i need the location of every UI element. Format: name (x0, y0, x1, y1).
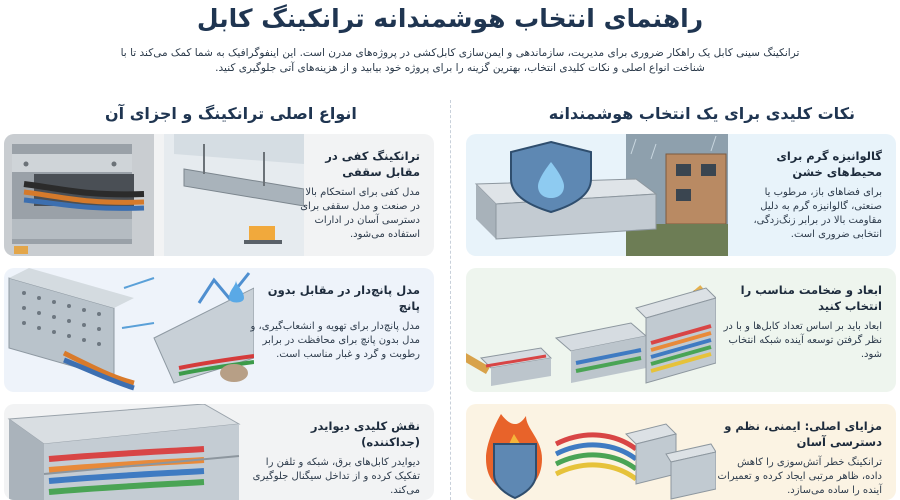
perforated-vs-solid-trunking-illustration (4, 268, 254, 392)
card-title: مزایای اصلی: ایمنی، نظم و دسترسی آسان (724, 419, 882, 449)
card-description: دیوایدر کابل‌های برق، شبکه و تلفن را تفکیک کرده و از تداخل سیگنال جلوگیری می‌کند. (252, 457, 420, 496)
column-divider (450, 100, 451, 500)
divider-trunking-illustration (4, 404, 244, 500)
card-divider (4, 404, 434, 500)
card-description: مدل کفی برای استحکام بالا در صنعت و مدل سقفی برای دسترسی آسان در ادارات استفاده می‌شود. (300, 187, 420, 240)
card-description: برای فضاهای باز، مرطوب یا صنعتی، گالوانیزه گرم به دلیل مقاومت بالا در برابر زنگ‌زدگی، انتخابی ضروری است. (753, 187, 882, 240)
card-description: ترانکینگ خطر آتش‌سوزی را کاهش داده، ظاهر مرتبی ایجاد کرده و تعمیرات آینده را ساده می‌سازد. (717, 457, 882, 496)
safety-order-access-illustration (466, 404, 716, 500)
floor-vs-ceiling-trunking-illustration (4, 134, 304, 256)
section-heading-types: انواع اصلی ترانکینگ و اجزای آن (105, 104, 357, 123)
card-title: نقش کلیدی دیوایدر (جداکننده) (310, 419, 420, 449)
section-heading-key-tips: نکات کلیدی برای یک انتخاب هوشمندانه (548, 104, 855, 123)
size-selection-illustration (466, 268, 716, 392)
card-hot-galvanized (466, 134, 896, 256)
galvanized-shield-illustration (466, 134, 728, 256)
card-description: مدل پانچ‌دار برای تهویه و انشعاب‌گیری، و مدل بدون پانچ برای محافظت در برابر رطوبت و گرد و غبار مناسب است. (250, 321, 420, 360)
intro-text: ترانکینگ سینی کابل یک راهکار ضروری برای مدیریت، سازماندهی و ایمن‌سازی کابل‌کشی در پروژه‌های مدرن است. این اینفوگرافیک به شما کمک می‌کند تا با شناخت انواع اصلی و نکات کلیدی انتخاب، بهترین گزینه را برای پروژه خود بیابید و از هزینه‌های آتی جلوگیری کنید. (120, 47, 800, 74)
card-floor-vs-ceiling (4, 134, 434, 256)
card-description: ابعاد باید بر اساس تعداد کابل‌ها و با در نظر گرفتن توسعه آینده شبکه انتخاب شود. (723, 321, 882, 360)
card-title: ترانکینگ کفی در مقابل سقفی (325, 149, 420, 179)
card-perforated-vs-solid (4, 268, 434, 392)
card-title: ابعاد و ضخامت مناسب را انتخاب کنید (740, 283, 882, 313)
page-title: راهنمای انتخاب هوشمندانه ترانکینگ کابل (196, 4, 704, 33)
card-title: مدل پانچ‌دار در مقابل بدون پانچ (267, 283, 420, 313)
card-size-thickness (466, 268, 896, 392)
card-benefits (466, 404, 896, 500)
card-title: گالوانیزه گرم برای محیط‌های خشن (776, 149, 882, 179)
